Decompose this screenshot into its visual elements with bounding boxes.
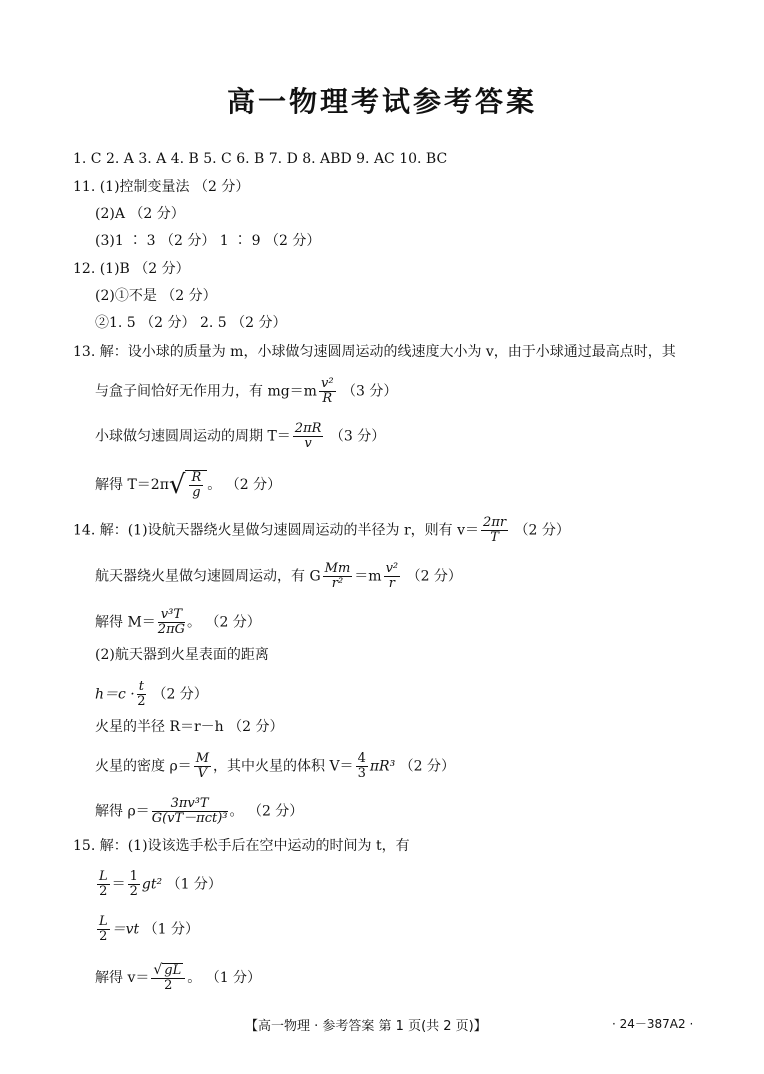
- numerator: 4: [357, 751, 366, 766]
- fraction: [293, 422, 324, 451]
- denominator: 2: [99, 884, 108, 899]
- denominator: 3: [357, 766, 366, 781]
- q15-result-prefix: 解得 v＝: [95, 970, 150, 986]
- numerator: 2πr: [483, 515, 507, 530]
- q13-line-1: 13. 解：设小球的质量为 m，小球做匀速圆周运动的线速度大小为 v，由于小球通过最高点时，其: [73, 344, 676, 360]
- q13-line-3: [95, 422, 385, 451]
- q14-gravity-prefix: 航天器绕火星做匀速圆周运动，有 G: [95, 568, 321, 585]
- equals-sign: ＝: [111, 876, 126, 893]
- q12-line-1: 12. (1)B （2 分）: [73, 261, 190, 277]
- fraction: [128, 870, 140, 899]
- page-title: 高一物理考试参考答案: [226, 85, 537, 118]
- numerator: v²: [385, 561, 399, 576]
- q13-result-prefix: 解得 T＝2π: [95, 477, 169, 493]
- q12-line-3: ②1. 5 （2 分） 2. 5 （2 分）: [95, 315, 287, 331]
- q14-line-3: [95, 608, 261, 637]
- q14-line-4: (2)航天器到火星表面的距离: [95, 647, 269, 663]
- denominator: G(vT－πct)³: [151, 811, 228, 826]
- numerator: M: [195, 751, 209, 766]
- q14-line-5: [95, 680, 208, 709]
- square-root: √ $\frac{R}{g}$: [169, 470, 207, 500]
- denominator: 2πG: [157, 622, 185, 637]
- score: （2 分）: [406, 568, 462, 585]
- denominator: R: [322, 391, 333, 406]
- q14-distance-prefix: h＝c ·: [95, 686, 135, 703]
- square-root: √ gL: [153, 962, 182, 978]
- numerator: R: [191, 470, 202, 485]
- q14-intro: 14. 解：(1)设航天器绕火星做匀速圆周运动的半径为 r，则有 v＝: [73, 522, 480, 539]
- q15-line-4: [95, 963, 261, 993]
- volume-clause: ，其中火星的体积 V＝: [213, 758, 354, 775]
- q14-mass-prefix: 解得 M＝: [95, 614, 156, 631]
- fraction: [189, 471, 203, 500]
- q14-line-8: [95, 797, 303, 826]
- score: （1 分）: [205, 970, 262, 986]
- period-mark: 。: [229, 803, 244, 820]
- score: （2 分）: [247, 803, 304, 820]
- score: （2 分）: [399, 758, 456, 775]
- q11-line-2: (2)A （2 分）: [95, 206, 185, 222]
- numerator: 2πR: [294, 421, 322, 436]
- q14-line-1: [73, 516, 570, 545]
- q14-line-2: [95, 562, 462, 591]
- fraction: [323, 562, 353, 591]
- equals-vt: ＝vt: [111, 921, 140, 938]
- numerator: 1: [129, 869, 138, 884]
- q13-period-prefix: 小球做匀速圆周运动的周期 T＝: [95, 428, 291, 445]
- denominator: 2: [99, 929, 108, 944]
- denominator: T: [490, 530, 499, 545]
- fraction: [356, 752, 368, 781]
- fraction: [151, 963, 185, 993]
- numerator: L: [99, 869, 108, 884]
- q12-line-2: (2)①不是 （2 分）: [95, 288, 217, 304]
- fraction: [152, 797, 228, 826]
- numerator: t: [138, 679, 144, 694]
- period-mark: 。: [187, 614, 201, 631]
- gt-squared: gt²: [141, 876, 163, 893]
- q13-equation-prefix: 与盒子间恰好无作用力，有 mg＝m: [95, 383, 317, 400]
- choice-answers: 1. C 2. A 3. A 4. B 5. C 6. B 7. D 8. ABD 9. AC 10. BC: [73, 151, 448, 167]
- period-mark: 。: [187, 970, 202, 986]
- radicand: gL: [164, 963, 182, 978]
- score: （3 分）: [329, 428, 386, 445]
- denominator: 2: [164, 978, 173, 993]
- q15-line-1: 15. 解：(1)设该选手松手后在空中运动的时间为 t，有: [73, 838, 410, 854]
- q14-line-6: 火星的半径 R＝r－h （2 分）: [95, 719, 284, 735]
- numerator: L: [99, 914, 108, 929]
- document-code: · 24－387A2 ·: [612, 1017, 694, 1031]
- pi-r-cubed: πR³: [369, 758, 396, 775]
- numerator: 3πv³T: [152, 797, 228, 812]
- q15-line-3: [95, 915, 199, 944]
- q13-line-2: [95, 377, 397, 406]
- numerator: v³T: [158, 608, 185, 623]
- q15-line-2: [95, 870, 222, 899]
- fraction: [97, 915, 110, 944]
- score: （2 分）: [152, 686, 208, 703]
- q14-line-7: [95, 752, 455, 781]
- q11-line-1: 11. (1)控制变量法 （2 分）: [73, 179, 250, 195]
- fraction: [137, 680, 146, 709]
- denominator: r: [388, 576, 395, 591]
- denominator: 2: [137, 694, 146, 709]
- fraction: [97, 870, 110, 899]
- numerator: Mm: [324, 561, 351, 576]
- score: （2 分）: [225, 477, 282, 493]
- numerator: v²: [320, 376, 334, 391]
- score: （1 分）: [143, 921, 199, 938]
- page-footer: 【高一物理 · 参考答案 第 1 页(共 2 页)】: [245, 1019, 487, 1034]
- numerator: [151, 963, 185, 979]
- score: （2 分）: [205, 614, 261, 631]
- denominator: V: [197, 766, 208, 781]
- denominator: v: [304, 436, 312, 451]
- score: （1 分）: [166, 876, 222, 893]
- q14-density-prefix: 火星的密度 ρ＝: [95, 758, 192, 775]
- fraction: [194, 752, 211, 781]
- denominator: g: [192, 485, 201, 500]
- score: （2 分）: [514, 522, 570, 539]
- fraction: [481, 516, 508, 545]
- q11-line-3: (3)1 ∶ 3 （2 分） 1 ∶ 9 （2 分）: [95, 233, 321, 249]
- period-mark: 。: [207, 477, 222, 493]
- equals-m: ＝m: [354, 568, 382, 585]
- score: （3 分）: [341, 383, 398, 400]
- fraction: [158, 608, 185, 637]
- fraction: [319, 377, 336, 406]
- q14-density-result-prefix: 解得 ρ＝: [95, 803, 150, 820]
- denominator: r²: [331, 576, 344, 591]
- fraction: [384, 562, 401, 591]
- q13-line-4: [95, 470, 281, 500]
- denominator: 2: [129, 884, 138, 899]
